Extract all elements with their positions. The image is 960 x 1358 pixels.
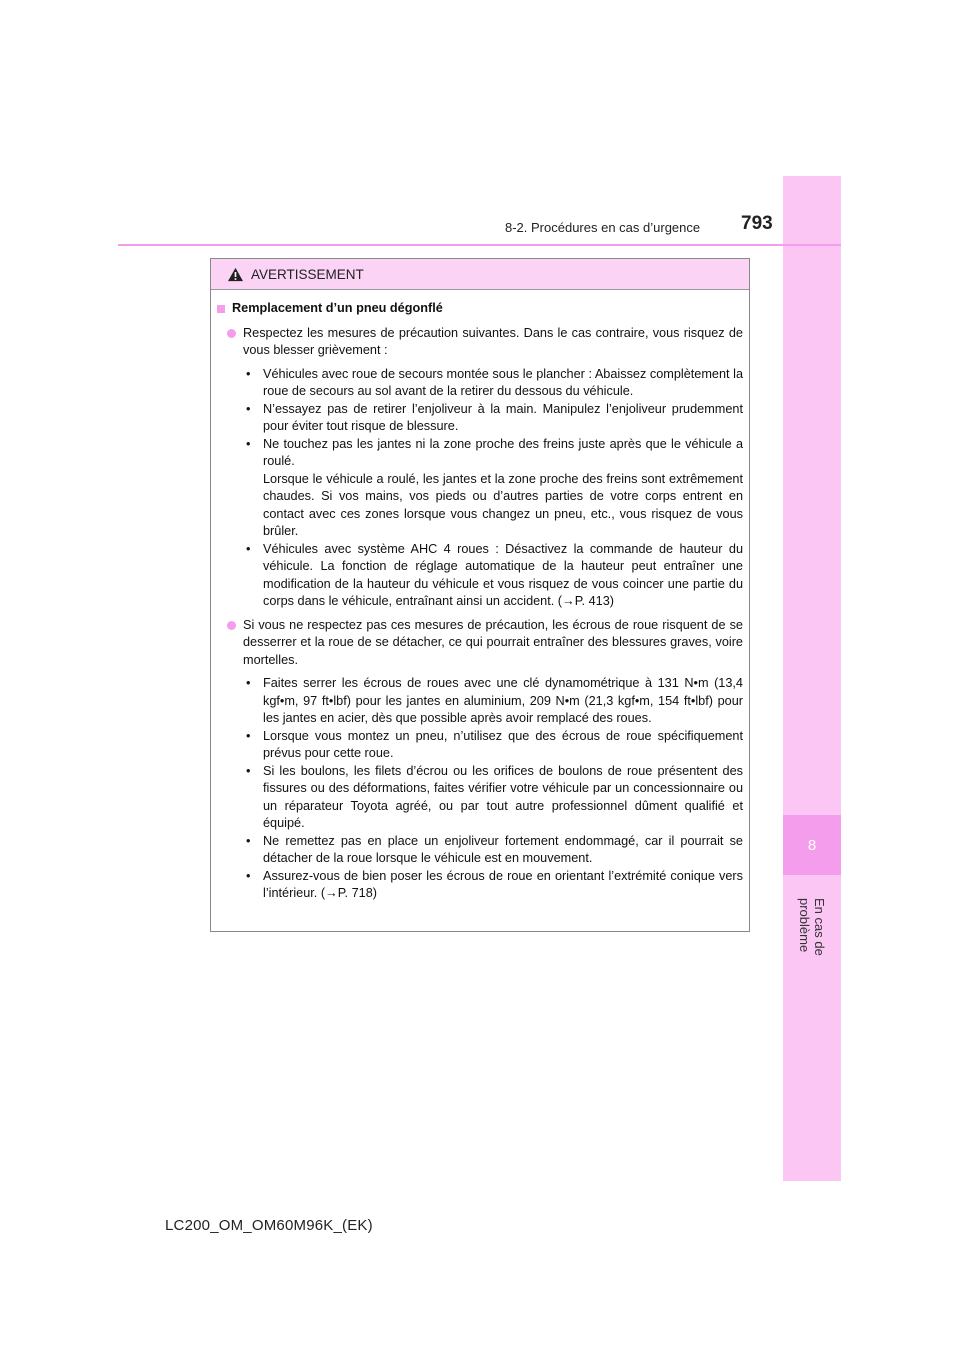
list-item: • Si les boulons, les filets d’écrou ou les orifices de boulons de roue présentent des fissures ou des déformations, faites vérifier votre véhicule par un concessionnaire ou un réparateur Toyota agréé, ou par tout autre professionnel dûment qualifié et équipé. bbox=[243, 763, 743, 833]
list-item-text: Ne remettez pas en place un enjoliveur fortement endommagé, car il pourrait se détacher de la roue lorsque le véhicule est en mouvement. bbox=[263, 833, 743, 865]
list-item: • N’essayez pas de retirer l’enjoliveur à la main. Manipulez l’enjoliveur prudemment pour éviter tout risque de blessure. bbox=[243, 401, 743, 436]
section-title: 8-2. Procédures en cas d’urgence bbox=[505, 220, 701, 235]
circle-bullet-icon bbox=[227, 621, 236, 630]
list-item-text: Lorsque le véhicule a roulé, les jantes et la zone proche des freins sont extrêmement chaudes. Si vos mains, vos pieds ou d’autres parties de votre corps entrent en contact avec ces zones lorsque vous changez un pneu, etc., vous risquez de vous brûler. bbox=[263, 471, 743, 538]
paragraph-text: Respectez les mesures de précaution suivantes. Dans le cas contraire, vous risquez de vous blesser grièvement : bbox=[243, 325, 743, 357]
chapter-title: En cas de problème bbox=[797, 898, 827, 956]
precaution-list-2 bbox=[217, 675, 743, 903]
list-item-text: Lorsque vous montez un pneu, n’utilisez que des écrous de roue spécifiquement prévus pour cette roue. bbox=[263, 728, 743, 760]
list-item-text: Ne touchez pas les jantes ni la zone proche des freins juste après que le véhicule a roulé. bbox=[263, 436, 743, 468]
list-item-text: N’essayez pas de retirer l’enjoliveur à la main. Manipulez l’enjoliveur prudemment pour éviter tout risque de blessure. bbox=[263, 401, 743, 433]
warning-subtitle bbox=[217, 300, 743, 318]
warning-triangle-icon bbox=[227, 267, 244, 282]
list-item-text: Assurez-vous de bien poser les écrous de roue en orientant l’extrémité conique vers l’intérieur. (→P. 718) bbox=[263, 868, 743, 900]
warning-body bbox=[211, 290, 749, 903]
list-item-text: Si les boulons, les filets d’écrou ou les orifices de boulons de roue présentent des fissures ou des déformations, faites vérifier votre véhicule par un concessionnaire ou un réparateur Toyota agréé, ou par tout autre professionnel dûment qualifié et équipé. bbox=[263, 763, 743, 830]
list-item: • Ne remettez pas en place un enjoliveur fortement endommagé, car il pourrait se détacher de la roue lorsque le véhicule est en mouvement. bbox=[243, 833, 743, 868]
list-item-text: Faites serrer les écrous de roues avec une clé dynamométrique à 131 N•m (13,4 kgf•m, 97 ft•lbf) pour les jantes en aluminium, 209 N•m (21,3 kgf•m, 154 ft•lbf) pour les jantes en acier, dès que possible après avoir remplacé des roues. bbox=[263, 676, 743, 725]
precaution-list-1 bbox=[217, 366, 743, 611]
precaution-paragraph-2 bbox=[217, 617, 743, 670]
square-bullet-icon bbox=[217, 305, 225, 313]
list-item: • Assurez-vous de bien poser les écrous de roue en orientant l’extrémité conique vers l’intérieur. (→P. 718) bbox=[243, 868, 743, 903]
chapter-number: 8 bbox=[783, 815, 841, 875]
list-item: • Véhicules avec système AHC 4 roues : Désactivez la commande de hauteur du véhicule. La fonction de réglage automatique de la hauteur peut entraîner une modification de la hauteur du véhicule et vous risquez de vous coincer une partie du corps dans le véhicule, entraînant ainsi un accident. (→P. 413) bbox=[243, 541, 743, 611]
precaution-paragraph-1 bbox=[217, 325, 743, 360]
list-item: • Ne touchez pas les jantes ni la zone proche des freins juste après que le véhicule a roulé. Lorsque le véhicule a roulé, les jantes et la zone proche des freins sont extrêmement chaudes. Si vos mains, vos pieds ou d’autres parties de votre corps entrent en contact avec ces zones lorsque vous changez un pneu, etc., vous risquez de vous brûler. bbox=[243, 436, 743, 541]
chapter-side-tab bbox=[783, 176, 841, 1181]
list-item-text: Véhicules avec roue de secours montée sous le plancher : Abaissez complètement la roue de secours au sol avant de la retirer du dessous du véhicule. bbox=[263, 366, 743, 398]
document-code: LC200_OM_OM60M96K_(EK) bbox=[165, 1217, 373, 1234]
list-item: • Faites serrer les écrous de roues avec une clé dynamométrique à 131 N•m (13,4 kgf•m, 97 ft•lbf) pour les jantes en aluminium, 209 N•m (21,3 kgf•m, 154 ft•lbf) pour les jantes en acier, dès que possible après avoir remplacé des roues. bbox=[243, 675, 743, 728]
list-item-text: Véhicules avec système AHC 4 roues : Désactivez la commande de hauteur du véhicule. La fonction de réglage automatique de la hauteur peut entraîner une modification de la hauteur du véhicule et vous risquez de vous coincer une partie du corps dans le véhicule, entraînant ainsi un accident. (→P. 413) bbox=[263, 541, 743, 608]
circle-bullet-icon bbox=[227, 329, 236, 338]
warning-subtitle-text: Remplacement d’un pneu dégonflé bbox=[232, 301, 443, 315]
warning-box bbox=[210, 258, 750, 932]
warning-title: AVERTISSEMENT bbox=[251, 266, 364, 282]
page-number: 793 bbox=[741, 213, 773, 234]
list-item: • Véhicules avec roue de secours montée sous le plancher : Abaissez complètement la roue de secours au sol avant de la retirer du dessous du véhicule. bbox=[243, 366, 743, 401]
paragraph-text: Si vous ne respectez pas ces mesures de précaution, les écrous de roue risquent de se desserrer et la roue de se détacher, ce qui pourrait entraîner des blessures graves, voire mortelles. bbox=[243, 617, 743, 667]
warning-header bbox=[211, 259, 749, 290]
header-divider bbox=[118, 244, 841, 246]
list-item: • Lorsque vous montez un pneu, n’utilisez que des écrous de roue spécifiquement prévus pour cette roue. bbox=[243, 728, 743, 763]
